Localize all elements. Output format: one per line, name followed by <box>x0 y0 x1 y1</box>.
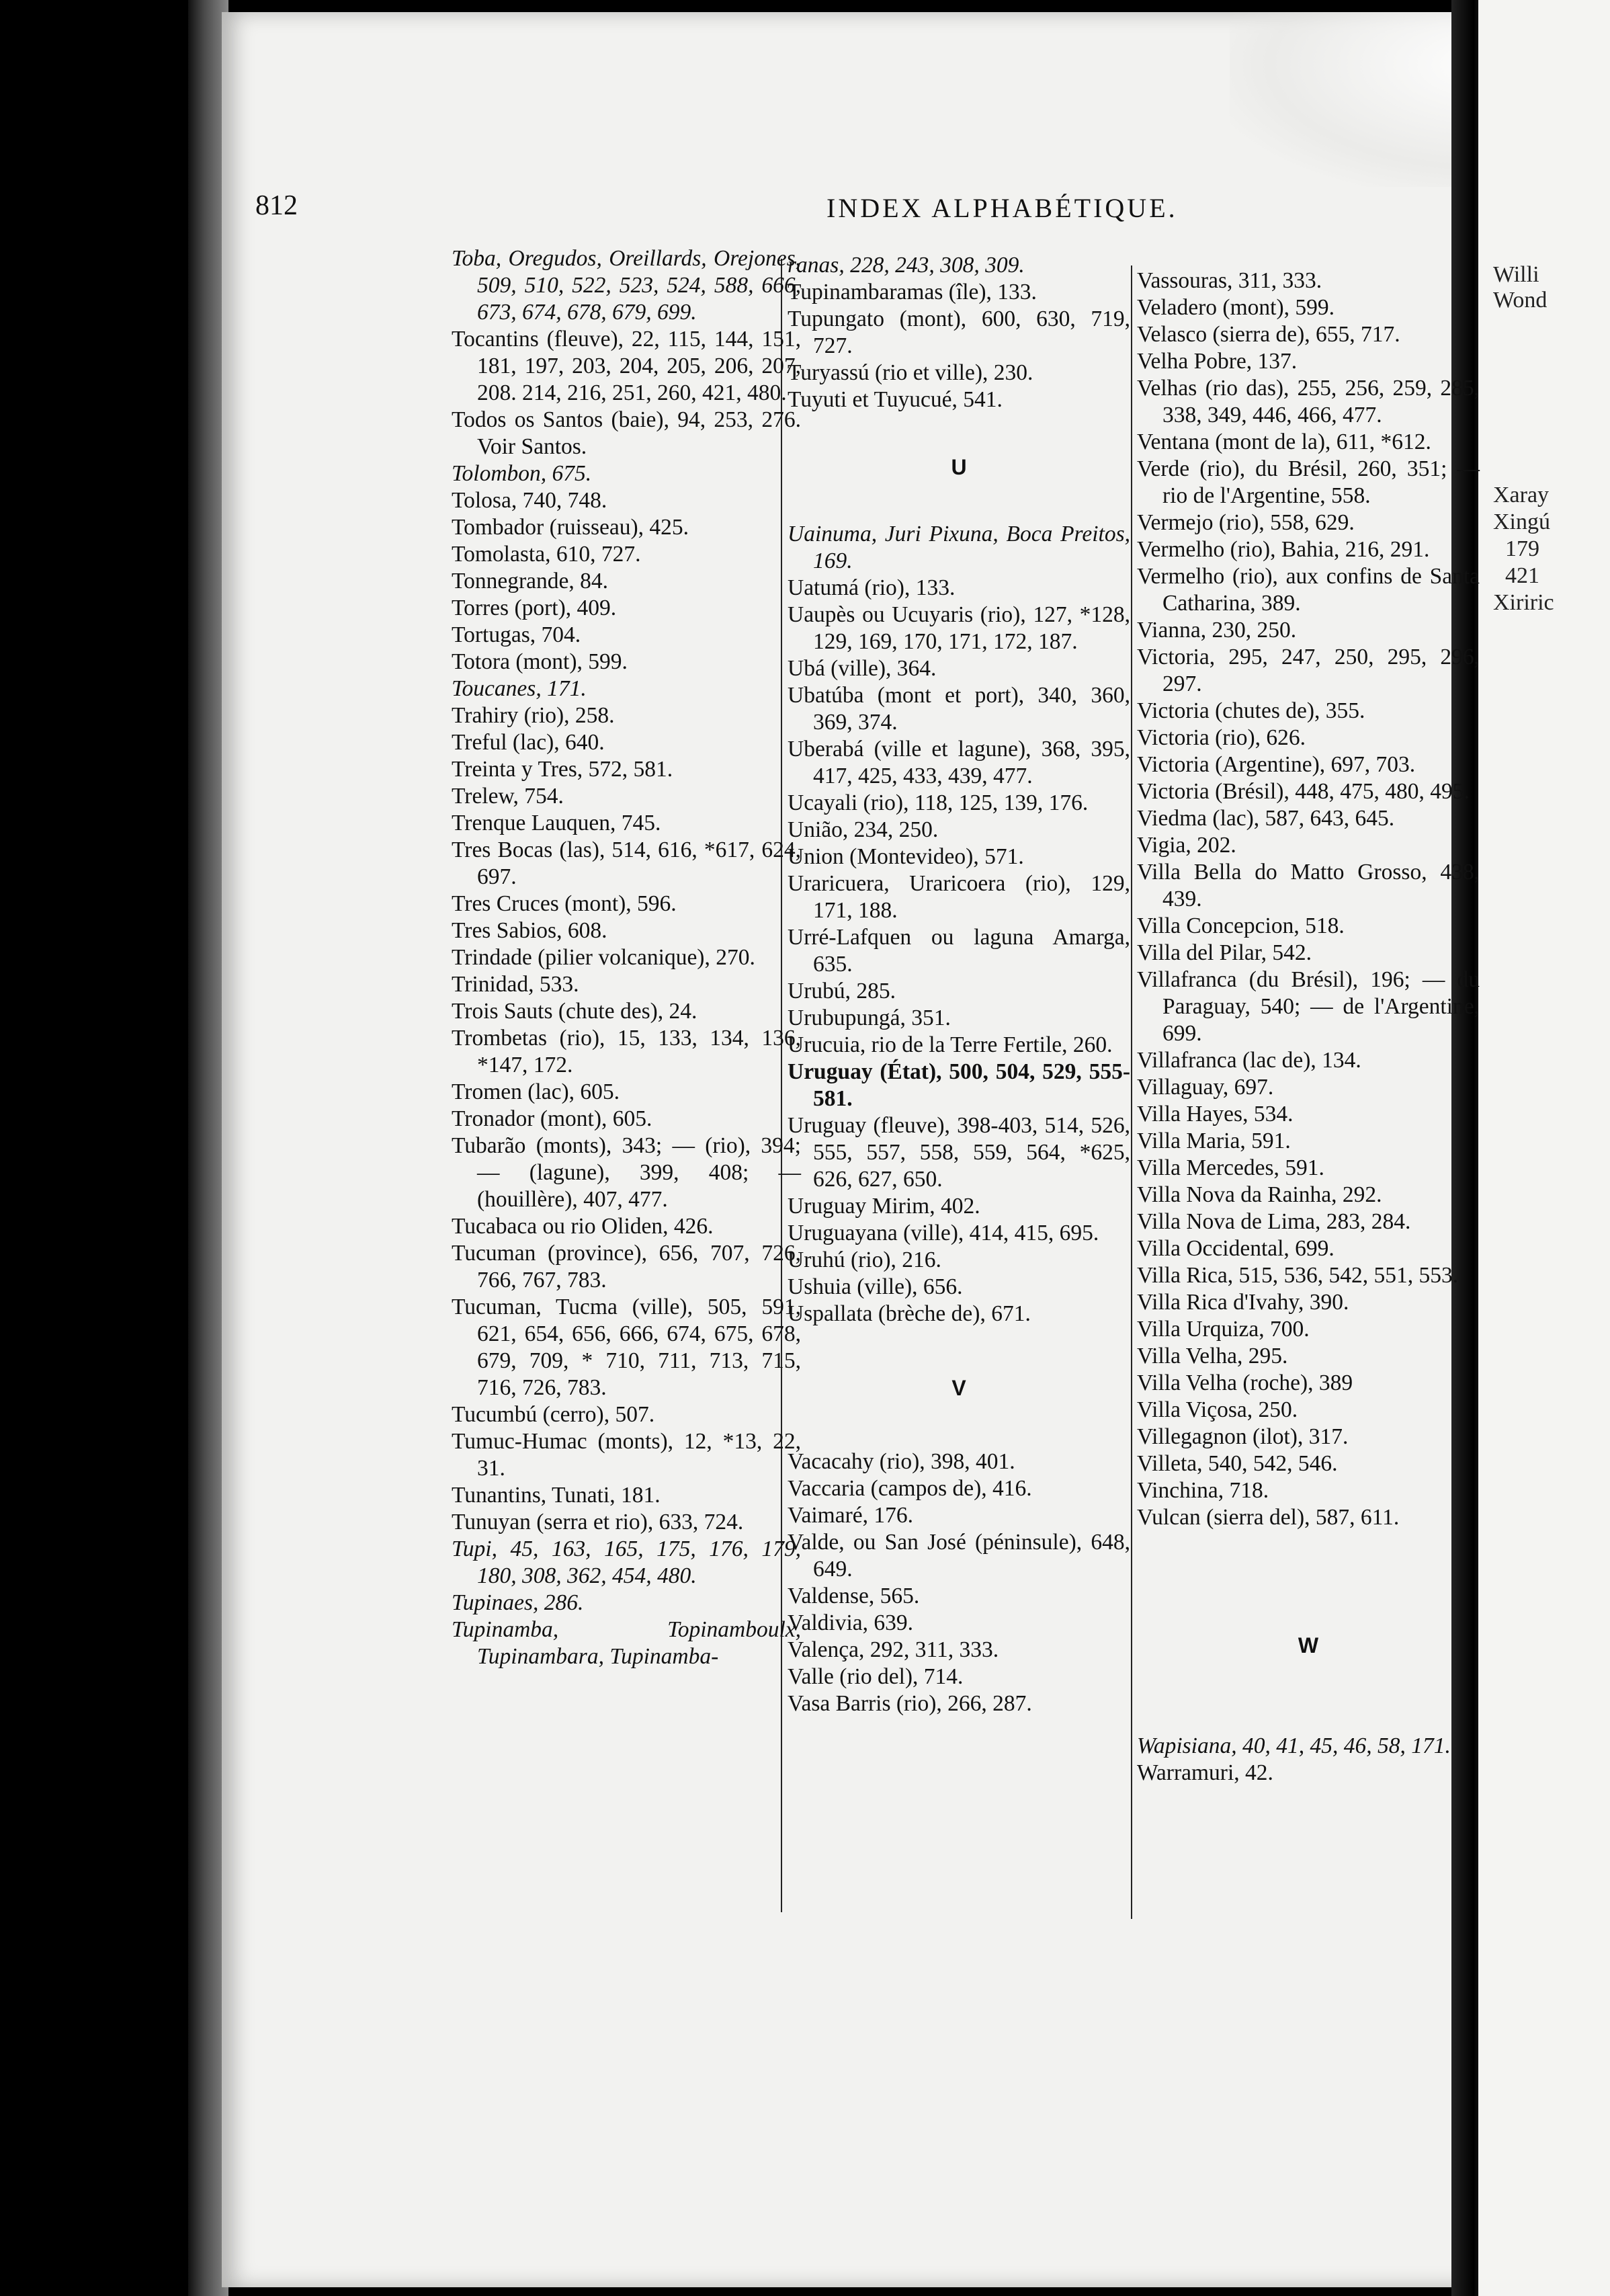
index-entry: Vigia, 202. <box>1137 833 1236 858</box>
index-entry: Uraricuera, Uraricoera (rio), 129, 171, 188. <box>788 871 1130 923</box>
index-entry: Tubarão (monts), 343; — (rio), 394; — (lagune), 399, 408; — (houillère), 407, 477. <box>452 1133 801 1212</box>
index-entry: Tupinamba, Topinamboulx, Tupinambara, Tupinamba- <box>452 1617 801 1669</box>
index-entry: Ubatúba (mont et port), 340, 360, 369, 374. <box>788 683 1130 735</box>
index-entry: Vassouras, 311, 333. <box>1137 268 1322 293</box>
index-entry: Uaupès ou Ucuyaris (rio), 127, *128, 129, 169, 170, 171, 172, 187. <box>788 602 1130 654</box>
section-letter: W <box>1298 1633 1319 1657</box>
index-entry: Wapisiana, 40, 41, 45, 46, 58, 171. <box>1137 1733 1451 1758</box>
index-entry: Turyassú (rio et ville), 230. <box>788 360 1033 385</box>
index-entry: Tupinambaramas (île), 133. <box>788 280 1037 304</box>
index-entry: Villa Concepcion, 518. <box>1137 913 1345 938</box>
index-entry: Victoria (Argentine), 697, 703. <box>1137 752 1416 777</box>
index-entry: Tromen (lac), 605. <box>452 1079 620 1104</box>
index-entry: Trelew, 754. <box>452 784 564 809</box>
facing-text: 421 <box>1505 563 1539 588</box>
index-entry: Velhas (rio das), 255, 256, 259, 285, 338, 349, 446, 466, 477. <box>1137 376 1480 427</box>
index-entry: Valde, ou San José (péninsule), 648, 649. <box>788 1530 1130 1582</box>
index-entry: Uspallata (brèche de), 671. <box>788 1301 1031 1326</box>
index-entry: Villa Rica, 515, 536, 542, 551, 553. <box>1137 1263 1459 1288</box>
index-column-2 <box>788 252 1130 1717</box>
index-column-1 <box>452 245 801 1670</box>
index-entry: Urré-Lafquen ou laguna Amarga, 635. <box>788 925 1130 977</box>
index-entry: Tombador (ruisseau), 425. <box>452 515 689 540</box>
index-entry: Trinidad, 533. <box>452 972 579 997</box>
index-entry: União, 234, 250. <box>788 817 939 842</box>
index-entry: Urubú, 285. <box>788 979 896 1003</box>
index-entry: Vaccaria (campos de), 416. <box>788 1476 1032 1501</box>
index-entry: Villa Bella do Matto Grosso, 438, 439. <box>1137 860 1480 911</box>
index-entry: Velasco (sierra de), 655, 717. <box>1137 322 1400 347</box>
index-column-3 <box>1137 268 1480 1787</box>
index-entry: Victoria, 295, 247, 250, 295, 296, 297. <box>1137 645 1480 696</box>
index-entry: Villa Viçosa, 250. <box>1137 1397 1298 1422</box>
index-entry: ranas, 228, 243, 308, 309. <box>788 253 1025 278</box>
index-entry: Uruguay (fleuve), 398-403, 514, 526, 555, 557, 558, 559, 564, *625, 626, 627, 650. <box>788 1113 1130 1192</box>
index-entry: Toucanes, 171. <box>452 676 587 701</box>
index-entry: Tucuman, Tucma (ville), 505, 591, 621, 654, 656, 666, 674, 675, 678, 679, 709, * 710, 711, 713, 715, 716, 726, 783. <box>452 1295 801 1400</box>
index-entry: Tomolasta, 610, 727. <box>452 542 641 567</box>
index-entry: Ubá (ville), 364. <box>788 656 937 681</box>
index-entry: Union (Montevideo), 571. <box>788 844 1024 869</box>
index-entry: Vermelho (rio), aux confins de Santa Catharina, 389. <box>1137 564 1480 616</box>
index-entry: Villa Velha, 295. <box>1137 1344 1288 1368</box>
index-entry: Urucuia, rio de la Terre Fertile, 260. <box>788 1032 1113 1057</box>
index-entry: Warramuri, 42. <box>1137 1760 1273 1785</box>
index-entry: Tolombon, 675. <box>452 461 592 486</box>
column-rule <box>1131 265 1132 1919</box>
index-entry: Tumuc-Humac (monts), 12, *13, 22, 31. <box>452 1429 801 1481</box>
facing-text: Xiriric <box>1493 590 1554 615</box>
index-entry: Villegagnon (ilot), 317. <box>1137 1424 1349 1449</box>
index-entry: Tortugas, 704. <box>452 622 581 647</box>
index-entry: Tucumbú (cerro), 507. <box>452 1402 655 1427</box>
index-entry: Villaguay, 697. <box>1137 1075 1274 1100</box>
index-entry: Uatumá (rio), 133. <box>788 575 956 600</box>
facing-text: 179 <box>1505 536 1539 561</box>
index-entry: Trombetas (rio), 15, 133, 134, 136, *147, 172. <box>452 1026 801 1077</box>
index-entry: Villafranca (lac de), 134. <box>1137 1048 1361 1073</box>
index-entry: Toba, Oregudos, Oreillards, Orejones, 509, 510, 522, 523, 524, 588, 666, 673, 674, 678, 679, 699. <box>452 246 801 325</box>
index-entry: Tronador (mont), 605. <box>452 1106 652 1131</box>
facing-text: Willi <box>1493 262 1539 287</box>
index-entry: Uruguay Mirim, 402. <box>788 1194 980 1219</box>
index-entry: Tunantins, Tunati, 181. <box>452 1483 661 1508</box>
index-entry: Valdense, 565. <box>788 1584 920 1608</box>
index-entry: Villa Nova da Rainha, 292. <box>1137 1182 1382 1207</box>
index-entry: Villafranca (du Brésil), 196; — du Paraguay, 540; — de l'Argentine, 699. <box>1137 967 1480 1046</box>
index-entry: Trahiry (rio), 258. <box>452 703 615 728</box>
index-entry: Villa Velha (roche), 389 <box>1137 1370 1353 1395</box>
index-entry: Villa Urquiza, 700. <box>1137 1317 1310 1342</box>
index-entry: Totora (mont), 599. <box>452 649 628 674</box>
index-entry: Vinchina, 718. <box>1137 1478 1269 1503</box>
section-letter: U <box>951 455 967 479</box>
index-entry: Uruguay (État), 500, 504, 529, 555-581. <box>788 1059 1130 1111</box>
facing-page-fragment <box>1478 0 1610 2296</box>
index-entry: Treful (lac), 640. <box>452 730 605 755</box>
index-entry: Tres Sabios, 608. <box>452 918 607 943</box>
section-letter: V <box>951 1376 966 1400</box>
index-entry: Vacacahy (rio), 398, 401. <box>788 1449 1015 1474</box>
index-entry: Uainuma, Juri Pixuna, Boca Preitos, 169. <box>788 522 1130 573</box>
index-entry: Villeta, 540, 542, 546. <box>1137 1451 1338 1476</box>
index-entry: Tupinaes, 286. <box>452 1590 584 1615</box>
index-entry: Tres Cruces (mont), 596. <box>452 891 677 916</box>
index-entry: Ucayali (rio), 118, 125, 139, 176. <box>788 790 1089 815</box>
index-entry: Ventana (mont de la), 611, *612. <box>1137 429 1431 454</box>
index-entry: Villa del Pilar, 542. <box>1137 940 1312 965</box>
index-entry: Victoria (rio), 626. <box>1137 725 1306 750</box>
index-entry: Victoria (Brésil), 448, 475, 480, 495. <box>1137 779 1470 804</box>
index-entry: Tuyuti et Tuyucué, 541. <box>788 387 1003 412</box>
index-entry: Tucabaca ou rio Oliden, 426. <box>452 1214 714 1239</box>
index-entry: Victoria (chutes de), 355. <box>1137 698 1365 723</box>
page-number: 812 <box>255 190 298 221</box>
index-entry: Trindade (pilier volcanique), 270. <box>452 945 755 970</box>
index-entry: Vermejo (rio), 558, 629. <box>1137 510 1355 535</box>
running-head: INDEX ALPHABÉTIQUE. <box>827 193 1178 223</box>
index-entry: Tucuman (province), 656, 707, 726, 766, 767, 783. <box>452 1241 801 1293</box>
index-entry: Tocantins (fleuve), 22, 115, 144, 151, 181, 197, 203, 204, 205, 206, 207, 208. 214, 216, 251, 260, 421, 480. <box>452 327 801 405</box>
index-entry: Tupungato (mont), 600, 630, 719, 727. <box>788 306 1130 358</box>
index-entry: Urubupungá, 351. <box>788 1006 951 1030</box>
index-entry: Valdivia, 639. <box>788 1610 914 1635</box>
index-entry: Villa Nova de Lima, 283, 284. <box>1137 1209 1411 1234</box>
index-entry: Villa Hayes, 534. <box>1137 1102 1294 1126</box>
index-entry: Tupi, 45, 163, 165, 175, 176, 179, 180, 308, 362, 454, 480. <box>452 1536 801 1588</box>
index-entry: Villa Mercedes, 591. <box>1137 1155 1324 1180</box>
index-entry: Villa Rica d'Ivahy, 390. <box>1137 1290 1349 1315</box>
facing-text: Xaray <box>1493 483 1550 507</box>
index-entry: Vermelho (rio), Bahia, 216, 291. <box>1137 537 1430 562</box>
index-entry: Veladero (mont), 599. <box>1137 295 1334 320</box>
index-entry: Uruguayana (ville), 414, 415, 695. <box>788 1221 1099 1245</box>
index-entry: Todos os Santos (baie), 94, 253, 276. Voir Santos. <box>452 407 801 459</box>
index-entry: Tolosa, 740, 748. <box>452 488 607 513</box>
index-entry: Tonnegrande, 84. <box>452 569 609 593</box>
index-entry: Verde (rio), du Brésil, 260, 351; — rio de l'Argentine, 558. <box>1137 456 1480 508</box>
index-entry: Villa Occidental, 699. <box>1137 1236 1334 1261</box>
index-entry: Velha Pobre, 137. <box>1137 349 1298 374</box>
facing-text: Xingú <box>1493 509 1550 534</box>
index-entry: Uberabá (ville et lagune), 368, 395, 417, 425, 433, 439, 477. <box>788 737 1130 788</box>
index-entry: Valença, 292, 311, 333. <box>788 1637 999 1662</box>
index-entry: Vulcan (sierra del), 587, 611. <box>1137 1505 1400 1530</box>
index-entry: Ushuia (ville), 656. <box>788 1274 963 1299</box>
index-entry: Tunuyan (serra et rio), 633, 724. <box>452 1510 744 1534</box>
index-entry: Trois Sauts (chute des), 24. <box>452 999 697 1024</box>
index-entry: Torres (port), 409. <box>452 596 617 620</box>
index-entry: Tres Bocas (las), 514, 616, *617, 624, 697. <box>452 837 801 889</box>
index-entry: Uruhú (rio), 216. <box>788 1247 941 1272</box>
facing-text: Wond <box>1493 288 1548 313</box>
index-entry: Treinta y Tres, 572, 581. <box>452 757 673 782</box>
index-entry: Villa Maria, 591. <box>1137 1129 1291 1153</box>
index-entry: Viedma (lac), 587, 643, 645. <box>1137 806 1395 831</box>
index-entry: Vianna, 230, 250. <box>1137 618 1297 643</box>
index-entry: Vasa Barris (rio), 266, 287. <box>788 1691 1032 1716</box>
index-entry: Vaimaré, 176. <box>788 1503 913 1528</box>
index-entry: Valle (rio del), 714. <box>788 1664 964 1689</box>
index-entry: Trenque Lauquen, 745. <box>452 811 661 835</box>
